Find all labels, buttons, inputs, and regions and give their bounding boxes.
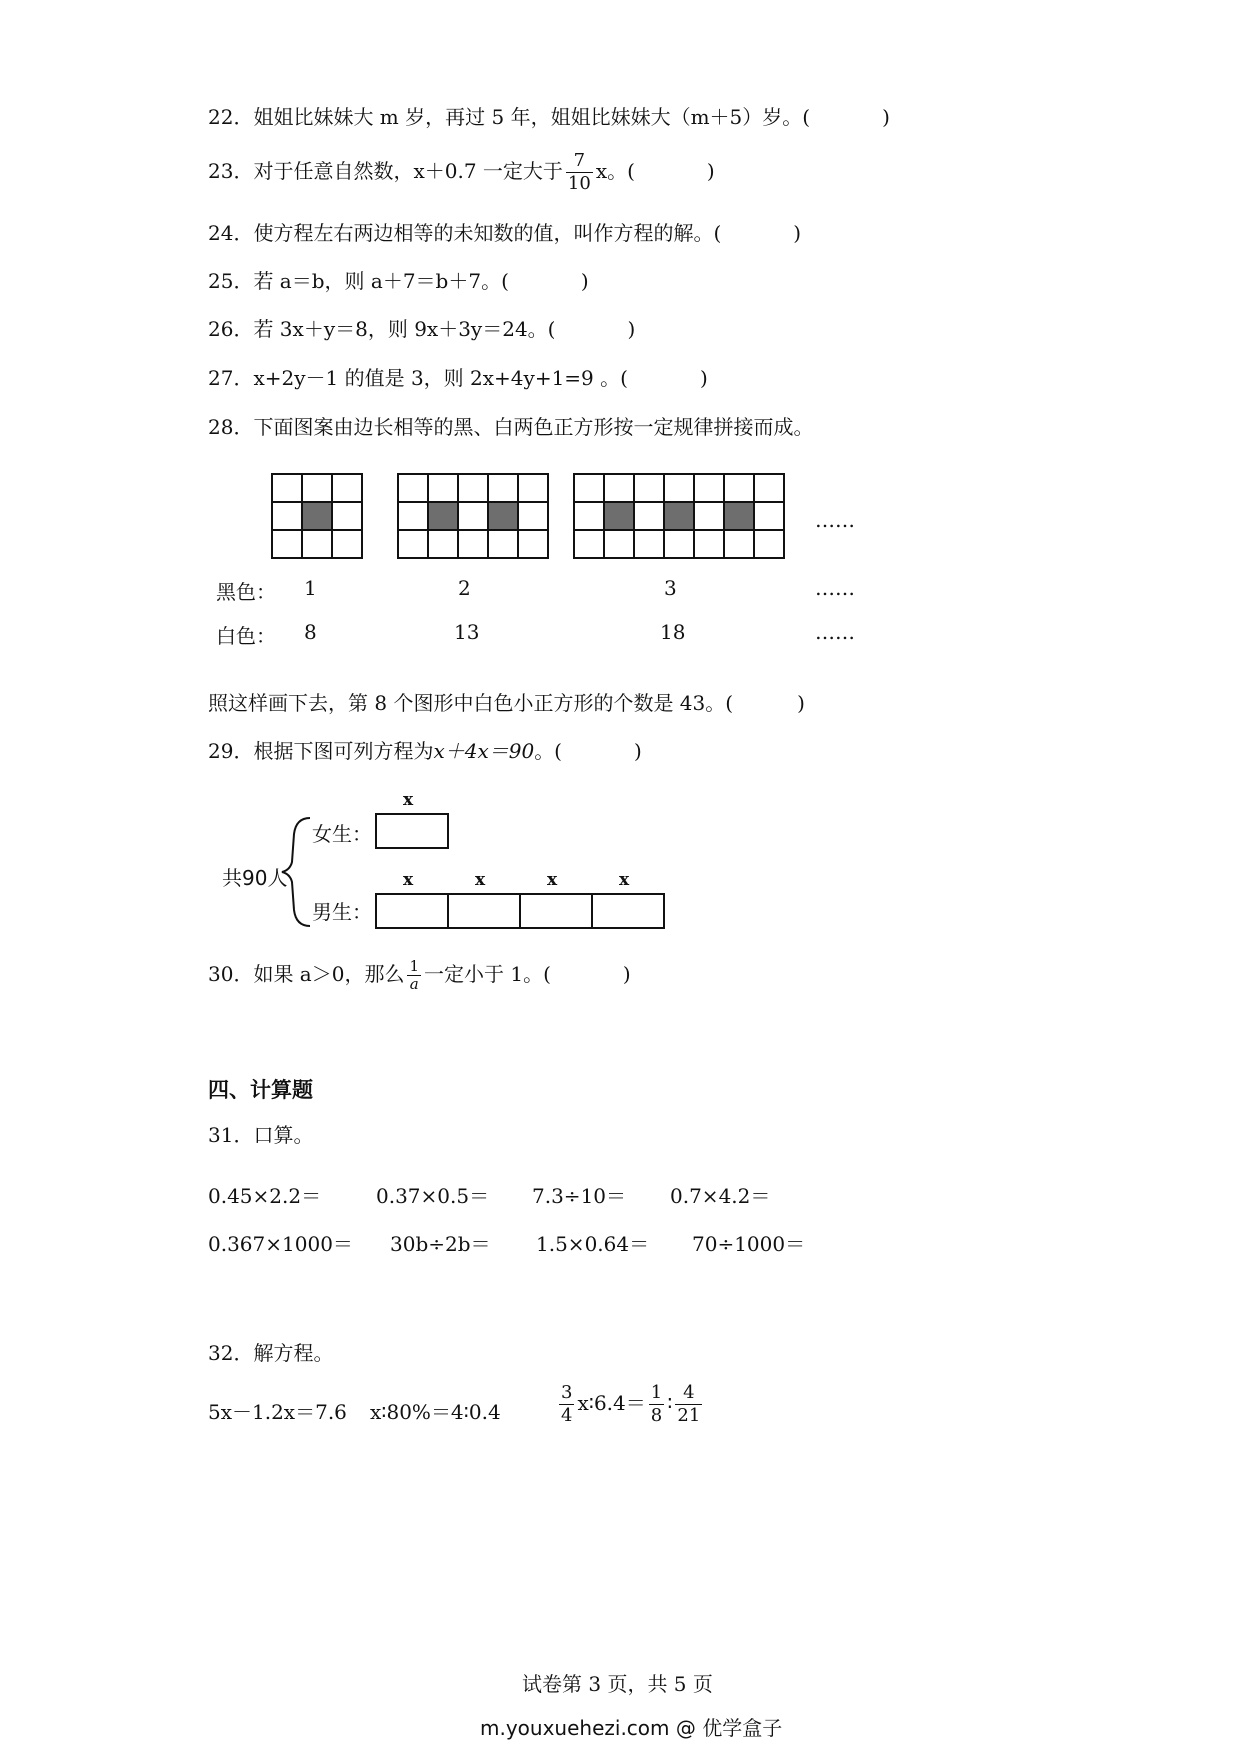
fraction-1-8: $\frac{1}{8}$ [650,1382,663,1426]
question-number: 31． [208,1123,254,1147]
answer-paren-close: ) [882,105,890,129]
pattern-ellipsis: …… [815,508,855,532]
answer-paren-close: ) [627,317,636,341]
question-text-post: 一定小于 1。( [424,962,551,986]
girls-unit-label: x [403,790,414,810]
answer-paren-close: ) [699,366,708,390]
question-text: 下面图案由边长相等的黑、白两色正方形按一定规律拼接而成。 [253,415,814,439]
black-value-more: …… [815,576,855,600]
equation-1: 5x－1.2x＝7.6 [208,1400,347,1424]
question-22 [208,104,890,130]
calc-item: 0.367×1000＝ [208,1232,353,1256]
question-text: 若 3x＋y＝8，则 9x＋3y＝24。( [253,317,556,341]
equation-2: x∶80%＝4∶0.4 [370,1400,501,1424]
fraction-1-a: $\frac{1}{a}$ [409,957,420,993]
question-text-post: x。( [595,159,635,183]
answer-paren-close: ) [622,962,631,986]
question-number: 29． [208,739,254,763]
question-text: 姐姐比妹妹大 m 岁，再过 5 年，姐姐比妹妹大（m＋5）岁。( [253,105,811,129]
black-label: 黑色： [216,580,276,604]
question-text: 使方程左右两边相等的未知数的值，叫作方程的解。( [253,221,722,245]
fraction-4-21: $\frac{4}{21}$ [677,1382,701,1426]
question-number: 30． [208,962,254,986]
question-number: 23． [208,159,254,183]
site-watermark: m.youxuehezi.com @ 优学盒子 [480,1716,783,1740]
black-value-3: 3 [664,576,677,600]
fraction-7-10: $\frac{7}{10}$ [567,150,591,194]
question-26 [208,316,635,342]
calc-item: 1.5×0.64＝ [536,1232,650,1256]
calc-item: 0.45×2.2＝ [208,1184,322,1208]
answer-paren-close: ) [634,739,642,763]
black-value-1: 1 [304,576,317,600]
question-24 [208,220,801,246]
answer-paren-close: ) [797,691,805,715]
question-31 [208,1122,313,1148]
boys-unit-label-3: x [547,870,558,890]
question-text: 照这样画下去，第 8 个图形中白色小正方形的个数是 43。( [208,691,734,715]
white-label: 白色： [216,624,276,648]
calc-item: 30b÷2b＝ [390,1232,491,1256]
question-number: 24． [208,221,254,245]
question-25 [208,268,589,294]
equation: x＋4x＝90 [433,739,535,763]
answer-paren-close: ) [793,221,802,245]
boys-unit-label-4: x [619,870,630,890]
calc-item: 70÷1000＝ [692,1232,806,1256]
question-text: 对于任意自然数，x＋0.7 一定大于 [253,159,563,183]
calc-item: 0.37×0.5＝ [376,1184,490,1208]
question-number: 28． [208,415,254,439]
question-number: 26． [208,317,254,341]
question-text: 若 a＝b，则 a＋7＝b＋7。( [253,269,509,293]
answer-paren-close: ) [706,159,715,183]
total-label: 共90人 [222,866,288,890]
question-number: 25． [208,269,254,293]
white-value-1: 8 [304,620,317,644]
calc-item: 0.7×4.2＝ [670,1184,771,1208]
boys-unit-label-2: x [475,870,486,890]
boys-bar-unit [448,894,520,928]
page-footer: 试卷第 3 页，共 5 页 [522,1672,713,1696]
question-30 [208,958,631,993]
answer-paren-close: ) [580,269,589,293]
white-value-2: 13 [454,620,480,644]
question-28 [208,414,813,440]
question-text: 根据下图可列方程为 [253,739,434,763]
question-text: 解方程。 [253,1341,334,1365]
question-number: 22． [208,105,254,129]
boys-label: 男生： [312,900,372,924]
question-23 [208,150,715,195]
boys-bar-unit [376,894,448,928]
question-number: 27． [208,366,254,390]
pattern-figure-3 [574,474,784,558]
boys-bar-unit [520,894,592,928]
question-32 [208,1340,333,1366]
question-28-conclusion [208,690,805,716]
question-text: 口算。 [253,1123,314,1147]
white-value-3: 18 [660,620,686,644]
girls-label: 女生： [312,822,372,846]
question-29 [208,738,642,764]
pattern-figures [270,472,790,564]
question-27 [208,365,708,391]
question-text-post: 。( [534,739,562,763]
section-title: 四、计算题 [208,1078,313,1102]
boys-bar-unit [592,894,664,928]
question-text: x+2y－1 的值是 3，则 2x+4y+1=9 。( [253,366,628,390]
question-text: 如果 a＞0，那么 [253,962,405,986]
fraction-3-4: $\frac{3}{4}$ [561,1382,573,1426]
boys-bars [376,894,664,928]
pattern-figure-1 [272,474,362,558]
girls-bar [376,814,448,848]
question-number: 32． [208,1341,254,1365]
pattern-figure-2 [398,474,548,558]
equation-3: $\frac{3}{4}$ x∶6.4＝ $\frac{1}{8}$ ∶ $\frac{4}{21}$ [561,1382,701,1426]
white-value-more: …… [815,620,855,644]
boys-unit-label-1: x [403,870,414,890]
black-value-2: 2 [458,576,471,600]
calc-item: 7.3÷10＝ [532,1184,627,1208]
